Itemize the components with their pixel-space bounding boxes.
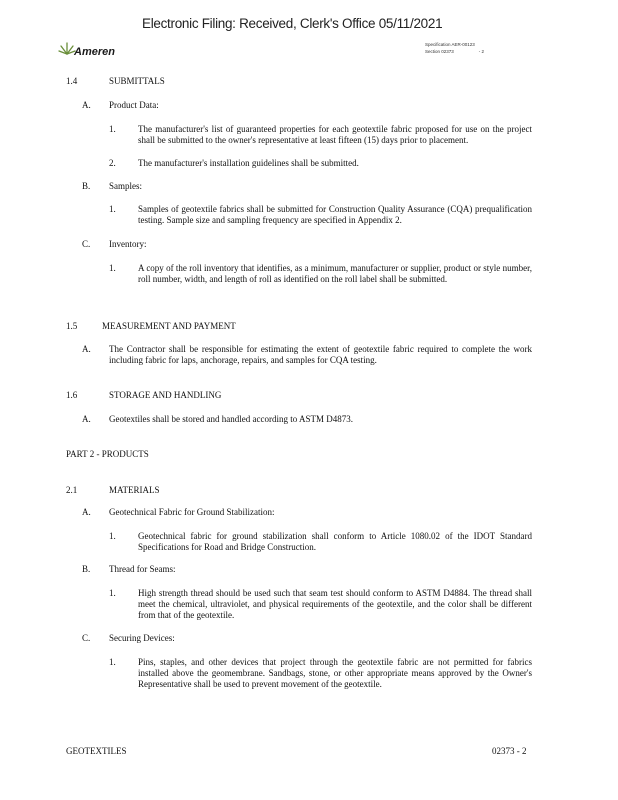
section-number: 1.5 [66,321,78,331]
subitem-number: 1. [109,124,116,134]
spec-page: - 2 [478,49,485,54]
subitem-text: The manufacturer's list of guaranteed properties for each geotextile fabric proposed for use on the project shall be submitted to the owner's representative at least fifteen (15) days prior to placement. [138,124,532,145]
item-text: The Contractor shall be responsible for estimating the extent of geotextile fabric required to complete the work including fabric for laps, anchorage, repairs, and samples for CQA testing. [109,344,532,365]
footer-page-number: 02373 - 2 [492,746,527,756]
item-title: Samples: [109,181,142,191]
ameren-logo-text: Ameren [74,46,115,58]
subitem-text: Samples of geotextile fabrics shall be submitted for Construction Quality Assurance (CQA) prequalification testing. Sample size and sampling frequency are specified in Appendix 2. [138,204,532,225]
item-label: B. [82,564,91,574]
spec-line-1: Specification AER-00123 [425,42,475,47]
subitem-text: Pins, staples, and other devices that project through the geotextile fabric are not permitted for fabrics installed above the geomembrane. Sandbags, stone, or other appropriate means approved by the Owner's Representative shall be used to prevent movement of the geotextile. [138,657,532,689]
item-label: C. [82,633,91,643]
section-title: STORAGE AND HANDLING [109,390,222,400]
item-title: Inventory: [109,239,147,249]
item-label: C. [82,239,91,249]
subitem-number: 1. [109,204,116,214]
footer-title: GEOTEXTILES [66,746,127,756]
item-title: Thread for Seams: [109,564,176,574]
subitem-number: 1. [109,657,116,667]
item-label: A. [82,414,91,424]
section-number: 1.6 [66,390,78,400]
section-title: MATERIALS [109,485,160,495]
item-title: Product Data: [109,100,159,110]
subitem-number: 2. [109,158,116,168]
subitem-text: The manufacturer's installation guidelines shall be submitted. [138,158,359,168]
subitem-number: 1. [109,263,116,273]
subitem-text: High strength thread should be used such that seam test should conform to ASTM D4884. The thread shall meet the chemical, ultraviolet, and physical requirements of the geotextile, and the color shall be different from that of the geotextile. [138,588,532,620]
subitem-text: A copy of the roll inventory that identifies, as a minimum, manufacturer or supplier, product or style number, roll number, width, and length of roll as identified on the roll label shall be submitted. [138,263,532,284]
part-heading: PART 2 - PRODUCTS [66,449,149,459]
subitem-number: 1. [109,588,116,598]
subitem-number: 1. [109,531,116,541]
item-label: B. [82,181,91,191]
section-number: 2.1 [66,485,78,495]
item-title: Securing Devices: [109,633,175,643]
section-title: MEASUREMENT AND PAYMENT [102,321,236,331]
item-title: Geotechnical Fabric for Ground Stabilization: [109,507,275,517]
item-text: Geotextiles shall be stored and handled according to ASTM D4873. [109,414,353,424]
spec-line-2: Section 02373 - 2 [425,49,485,54]
item-label: A. [82,507,91,517]
subitem-text: Geotechnical fabric for ground stabilization shall conform to Article 1080.02 of the IDOT Standard Specifications for Road and Bridge Construction. [138,531,532,552]
section-number: 1.4 [66,76,78,86]
item-label: A. [82,100,91,110]
section-title: SUBMITTALS [109,76,165,86]
item-label: A. [82,344,91,354]
electronic-filing-stamp: Electronic Filing: Received, Clerk's Office 05/11/2021 [142,16,443,31]
